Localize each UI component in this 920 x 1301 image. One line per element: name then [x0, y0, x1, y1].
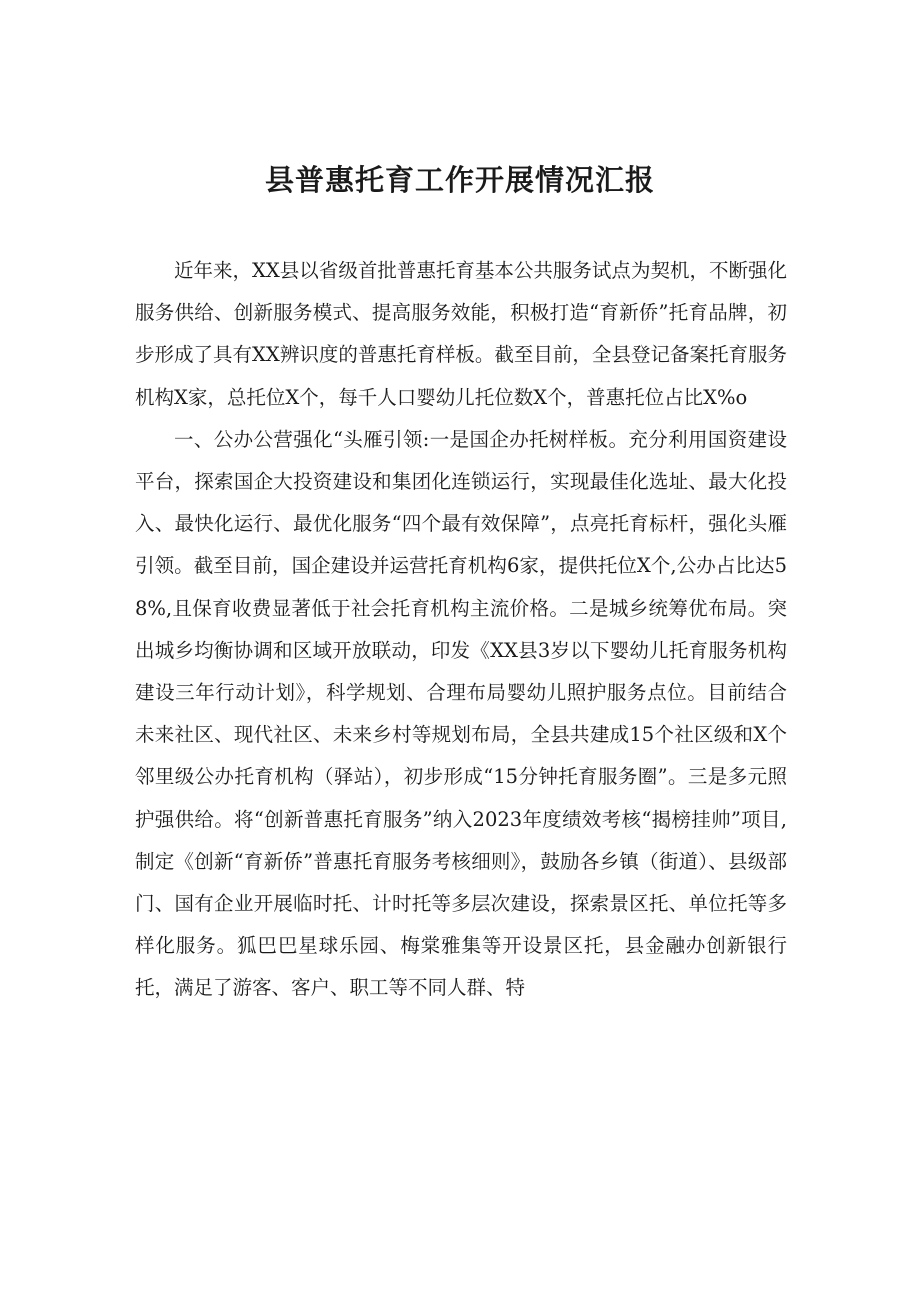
document-body	[135, 250, 787, 1010]
paragraph-section-one: 一、公办公营强化“头雁引领:一是国企办托树样板。充分利用国资建设平台，探索国企大投资建设和集团化连锁运行，实现最佳化选址、最大化投入、最快化运行、最优化服务“四个最有效保障”，点亮托育标杆，强化头雁引领。截至目前，国企建设并运营托育机构6家，提供托位X个,公办占比达58%,且保育收费显著低于社会托育机构主流价格。二是城乡统筹优布局。突出城乡均衡协调和区域开放联动，印发《XX县3岁以下婴幼儿托育服务机构建设三年行动计划》，科学规划、合理布局婴幼儿照护服务点位。目前结合未来社区、现代社区、未来乡村等规划布局，全县共建成15个社区级和X个邻里级公办托育机构（驿站），初步形成“15分钟托育服务圈”。三是多元照护强供给。将“创新普惠托育服务”纳入2023年度绩效考核“揭榜挂帅”项目,制定《创新“育新侨”普惠托育服务考核细则》，鼓励各乡镇（街道）、县级部门、国有企业开展临时托、计时托等多层次建设，探索景区托、单位托等多样化服务。狐巴巴星球乐园、梅棠雅集等开设景区托，县金融办创新银行托，满足了游客、客户、职工等不同人群、特	[135, 427, 787, 1000]
paragraph-intro: 近年来，XX县以省级首批普惠托育基本公共服务试点为契机，不断强化服务供给、创新服务模式、提高服务效能，积极打造“育新侨”托育品牌，初步形成了具有XX辨识度的普惠托育样板。截至目前，全县登记备案托育服务机构X家，总托位X个，每千人口婴幼儿托位数X个，普惠托位占比X%o	[135, 259, 787, 409]
document-title: 县普惠托育工作开展情况汇报	[264, 163, 655, 197]
